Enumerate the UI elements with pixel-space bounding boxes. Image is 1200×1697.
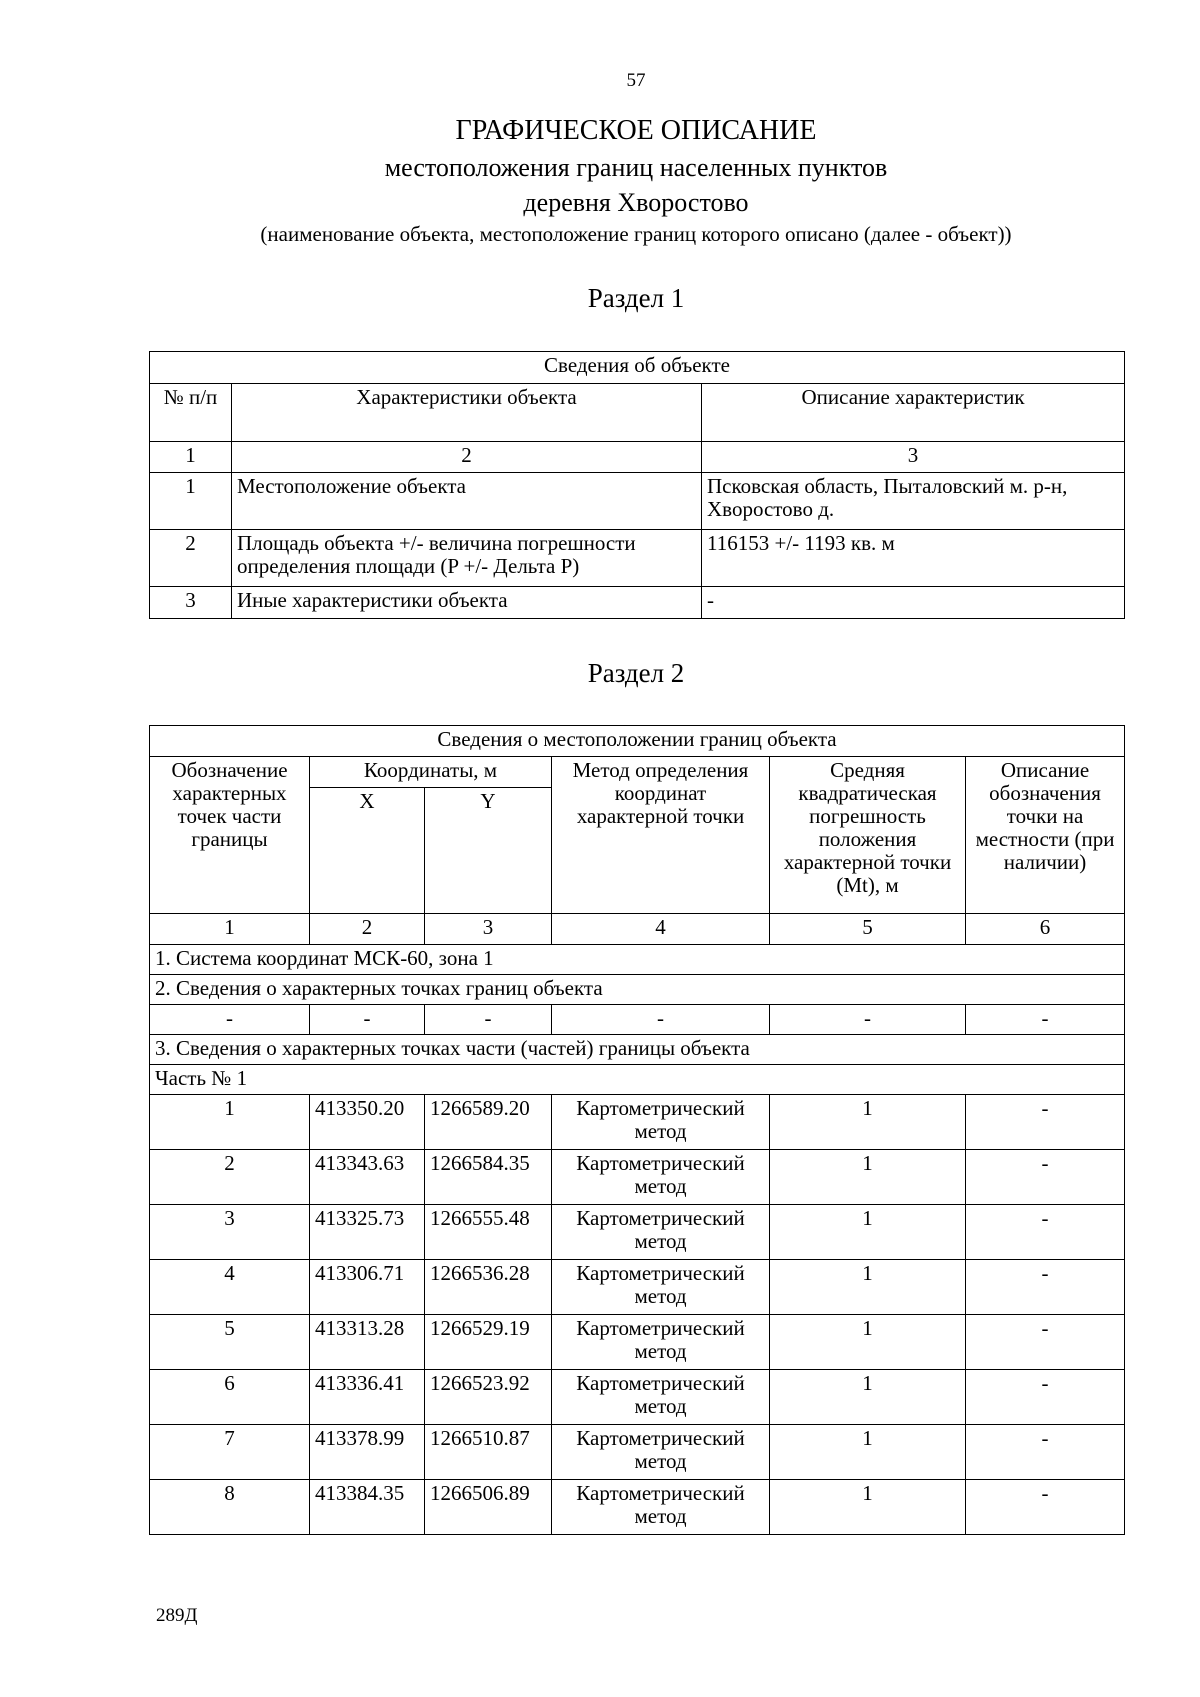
coord-x: 413325.73 [310,1205,425,1260]
coord-x: 413313.28 [310,1315,425,1370]
coord-y: 1266589.20 [425,1095,552,1150]
coord-x: 413384.35 [310,1480,425,1535]
row-num: 3 [150,587,232,619]
table-row [150,1480,1125,1535]
table-row [150,1150,1125,1205]
index-cell: 6 [966,914,1125,945]
method: Картометрический метод [552,1370,770,1425]
method: Картометрический метод [552,1260,770,1315]
coord-x: 413343.63 [310,1150,425,1205]
point-description: - [966,1150,1125,1205]
method: Картометрический метод [552,1315,770,1370]
point-description: - [966,1370,1125,1425]
method: Картометрический метод [552,1205,770,1260]
header-num: № п/п [150,384,232,442]
method: Картометрический метод [552,1095,770,1150]
header-y: Y [425,788,552,914]
coord-y: 1266510.87 [425,1425,552,1480]
coord-y: 1266529.19 [425,1315,552,1370]
method: Картометрический метод [552,1480,770,1535]
index-cell: 5 [770,914,966,945]
mt-value: 1 [770,1205,966,1260]
document-title: ГРАФИЧЕСКОЕ ОПИСАНИЕ [455,115,817,146]
coord-x: 413350.20 [310,1095,425,1150]
coord-y: 1266584.35 [425,1150,552,1205]
table-row [150,1425,1125,1480]
mt-value: 1 [770,1425,966,1480]
dash-cell: - [966,1005,1125,1035]
coord-system-row: 1. Система координат МСК-60, зона 1 [150,945,1125,975]
header-coordinates: Координаты, м [310,757,552,788]
mt-value: 1 [770,1370,966,1425]
point-number: 3 [150,1205,310,1260]
row-description: 116153 +/- 1193 кв. м [702,530,1125,587]
point-description: - [966,1480,1125,1535]
point-number: 6 [150,1370,310,1425]
mt-value: 1 [770,1260,966,1315]
index-cell: 2 [232,442,702,473]
header-characteristics: Характеристики объекта [232,384,702,442]
table-row [150,1260,1125,1315]
mt-value: 1 [770,1095,966,1150]
header-description: Описание характеристик [702,384,1125,442]
dash-cell: - [425,1005,552,1035]
point-number: 4 [150,1260,310,1315]
footer-code: 289Д [156,1605,198,1626]
index-cell: 3 [702,442,1125,473]
row-num: 2 [150,530,232,587]
point-description: - [966,1315,1125,1370]
object-note: (наименование объекта, местоположение границ которого описано (далее - объект)) [260,222,1012,246]
point-description: - [966,1260,1125,1315]
coord-x: 413378.99 [310,1425,425,1480]
dash-cell: - [310,1005,425,1035]
row-description: - [702,587,1125,619]
index-cell: 4 [552,914,770,945]
boundary-points-row: 2. Сведения о характерных точках границ объекта [150,975,1125,1005]
index-cell: 2 [310,914,425,945]
row-characteristic: Иные характеристики объекта [232,587,702,619]
table-row [150,1205,1125,1260]
table-row [150,1095,1125,1150]
table-row [150,1370,1125,1425]
header-point-description: Описание обозначения точки на местности (при наличии) [966,757,1125,914]
row-description: Псковская область, Пыталовский м. р-н, Хворостово д. [702,473,1125,530]
index-cell: 3 [425,914,552,945]
page-number: 57 [626,70,646,91]
row-characteristic: Местоположение объекта [232,473,702,530]
section1-heading: Раздел 1 [587,283,685,313]
boundary-table-title: Сведения о местоположении границ объекта [150,726,1125,757]
index-cell: 1 [150,914,310,945]
dash-cell: - [770,1005,966,1035]
point-number: 8 [150,1480,310,1535]
method: Картометрический метод [552,1425,770,1480]
object-info-table [149,351,1125,619]
boundary-table [149,725,1125,1535]
table-row [150,1315,1125,1370]
object-info-title: Сведения об объекте [150,352,1125,384]
coord-y: 1266506.89 [425,1480,552,1535]
method: Картометрический метод [552,1150,770,1205]
coord-x: 413336.41 [310,1370,425,1425]
point-description: - [966,1095,1125,1150]
point-description: - [966,1205,1125,1260]
table-row [150,587,1125,619]
header-point: Обозначение характерных точек части границы [150,757,310,914]
dash-cell: - [150,1005,310,1035]
coord-x: 413306.71 [310,1260,425,1315]
point-number: 5 [150,1315,310,1370]
header-x: X [310,788,425,914]
row-characteristic: Площадь объекта +/- величина погрешности определения площади (P +/- Дельта P) [232,530,702,587]
section2-heading: Раздел 2 [587,658,685,688]
point-number: 2 [150,1150,310,1205]
points-body [150,1095,1125,1535]
mt-value: 1 [770,1315,966,1370]
row-num: 1 [150,473,232,530]
coord-y: 1266555.48 [425,1205,552,1260]
mt-value: 1 [770,1480,966,1535]
document-subtitle: местоположения границ населенных пунктов [384,153,888,182]
part-points-row: 3. Сведения о характерных точках части (частей) границы объекта [150,1035,1125,1065]
mt-value: 1 [770,1150,966,1205]
point-number: 1 [150,1095,310,1150]
table-row [150,473,1125,530]
dash-cell: - [552,1005,770,1035]
part-label-row: Часть № 1 [150,1065,1125,1095]
coord-y: 1266523.92 [425,1370,552,1425]
table-row [150,530,1125,587]
header-error: Средняя квадратическая погрешность положения характерной точки (Mt), м [770,757,966,914]
point-description: - [966,1425,1125,1480]
coord-y: 1266536.28 [425,1260,552,1315]
header-method: Метод определения координат характерной точки [552,757,770,914]
point-number: 7 [150,1425,310,1480]
index-cell: 1 [150,442,232,473]
object-name: деревня Хворостово [523,188,749,217]
